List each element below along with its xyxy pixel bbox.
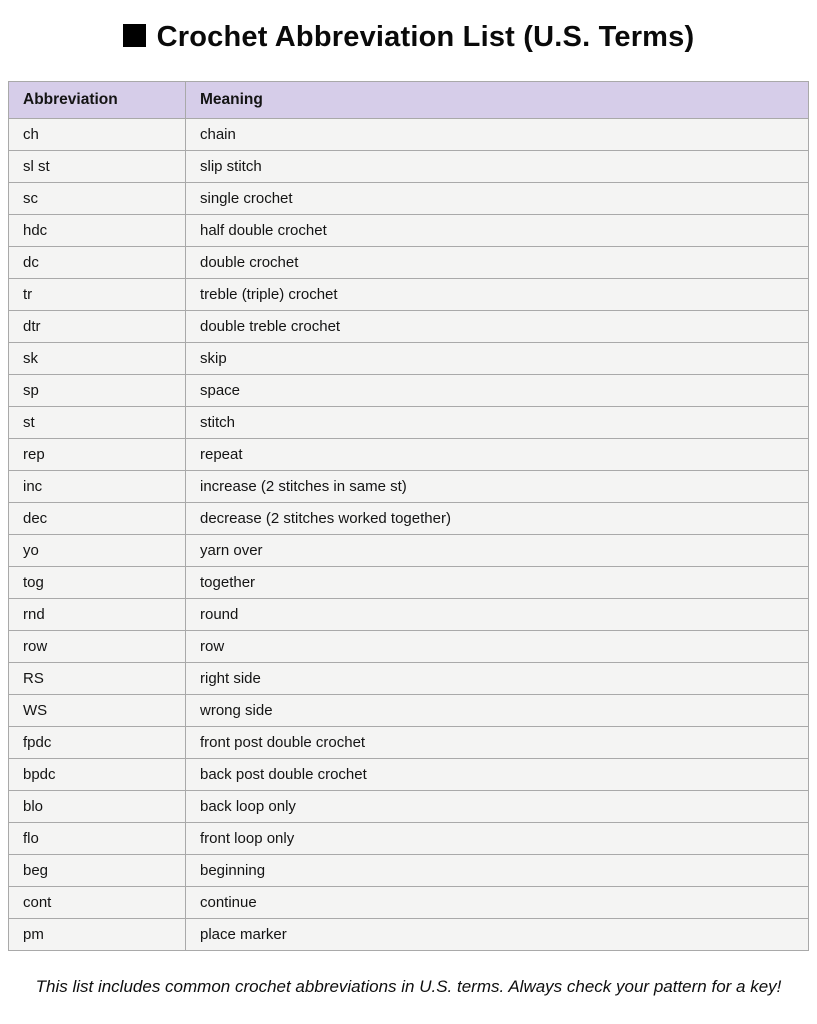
abbreviation-cell: sk (9, 343, 186, 375)
meaning-cell: half double crochet (186, 215, 809, 247)
table-row (9, 471, 809, 503)
page-title-text: Crochet Abbreviation List (U.S. Terms) (156, 21, 695, 53)
abbreviation-cell: rep (9, 439, 186, 471)
table-row (9, 791, 809, 823)
meaning-cell: continue (186, 887, 809, 919)
table-row (9, 855, 809, 887)
abbreviation-cell: tog (9, 567, 186, 599)
meaning-cell: wrong side (186, 695, 809, 727)
abbreviation-cell: tr (9, 279, 186, 311)
table-row (9, 535, 809, 567)
meaning-cell: beginning (186, 855, 809, 887)
abbreviation-cell: hdc (9, 215, 186, 247)
table-row (9, 215, 809, 247)
footer-note: This list includes common crochet abbreviations in U.S. terms. Always check your pattern for a key! (35, 977, 782, 996)
meaning-cell: back post double crochet (186, 759, 809, 791)
abbreviation-cell: bpdc (9, 759, 186, 791)
table-row (9, 503, 809, 535)
column-header-meaning: Meaning (186, 82, 809, 119)
table-row (9, 439, 809, 471)
abbreviation-cell: st (9, 407, 186, 439)
abbreviation-cell: rnd (9, 599, 186, 631)
table-row (9, 919, 809, 951)
abbreviation-cell: fpdc (9, 727, 186, 759)
table-row (9, 279, 809, 311)
table-row (9, 631, 809, 663)
meaning-cell: repeat (186, 439, 809, 471)
meaning-cell: slip stitch (186, 151, 809, 183)
table-row (9, 759, 809, 791)
table-row (9, 887, 809, 919)
table-header (9, 82, 809, 119)
abbreviation-cell: RS (9, 663, 186, 695)
abbreviation-cell: sc (9, 183, 186, 215)
meaning-cell: double treble crochet (186, 311, 809, 343)
meaning-cell: stitch (186, 407, 809, 439)
abbreviation-table (8, 81, 809, 951)
abbreviation-cell: cont (9, 887, 186, 919)
meaning-cell: yarn over (186, 535, 809, 567)
table-row (9, 567, 809, 599)
abbreviation-cell: row (9, 631, 186, 663)
table-row (9, 343, 809, 375)
table-row (9, 599, 809, 631)
table-row (9, 247, 809, 279)
table-row (9, 375, 809, 407)
meaning-cell: round (186, 599, 809, 631)
table-row (9, 119, 809, 151)
abbreviation-cell: beg (9, 855, 186, 887)
meaning-cell: right side (186, 663, 809, 695)
abbreviation-cell: pm (9, 919, 186, 951)
abbreviation-cell: WS (9, 695, 186, 727)
abbreviation-cell: dc (9, 247, 186, 279)
table-row (9, 151, 809, 183)
abbreviation-cell: yo (9, 535, 186, 567)
table-row (9, 311, 809, 343)
meaning-cell: treble (triple) crochet (186, 279, 809, 311)
table-header-row (9, 82, 809, 119)
meaning-cell: together (186, 567, 809, 599)
table-row (9, 823, 809, 855)
abbreviation-cell: ch (9, 119, 186, 151)
black-square-icon (123, 24, 146, 47)
abbreviation-cell: sl st (9, 151, 186, 183)
abbreviation-cell: inc (9, 471, 186, 503)
meaning-cell: front loop only (186, 823, 809, 855)
meaning-cell: decrease (2 stitches worked together) (186, 503, 809, 535)
meaning-cell: chain (186, 119, 809, 151)
table-row (9, 663, 809, 695)
meaning-cell: space (186, 375, 809, 407)
abbreviation-cell: sp (9, 375, 186, 407)
meaning-cell: double crochet (186, 247, 809, 279)
abbreviation-table-body (9, 119, 809, 951)
table-row (9, 695, 809, 727)
abbreviation-cell: flo (9, 823, 186, 855)
abbreviation-cell: dec (9, 503, 186, 535)
page-title (0, 0, 817, 54)
meaning-cell: row (186, 631, 809, 663)
table-row (9, 183, 809, 215)
meaning-cell: skip (186, 343, 809, 375)
meaning-cell: single crochet (186, 183, 809, 215)
abbreviation-cell: blo (9, 791, 186, 823)
meaning-cell: increase (2 stitches in same st) (186, 471, 809, 503)
table-row (9, 407, 809, 439)
table-row (9, 727, 809, 759)
meaning-cell: front post double crochet (186, 727, 809, 759)
meaning-cell: place marker (186, 919, 809, 951)
abbreviation-cell: dtr (9, 311, 186, 343)
column-header-abbreviation: Abbreviation (9, 82, 186, 119)
meaning-cell: back loop only (186, 791, 809, 823)
